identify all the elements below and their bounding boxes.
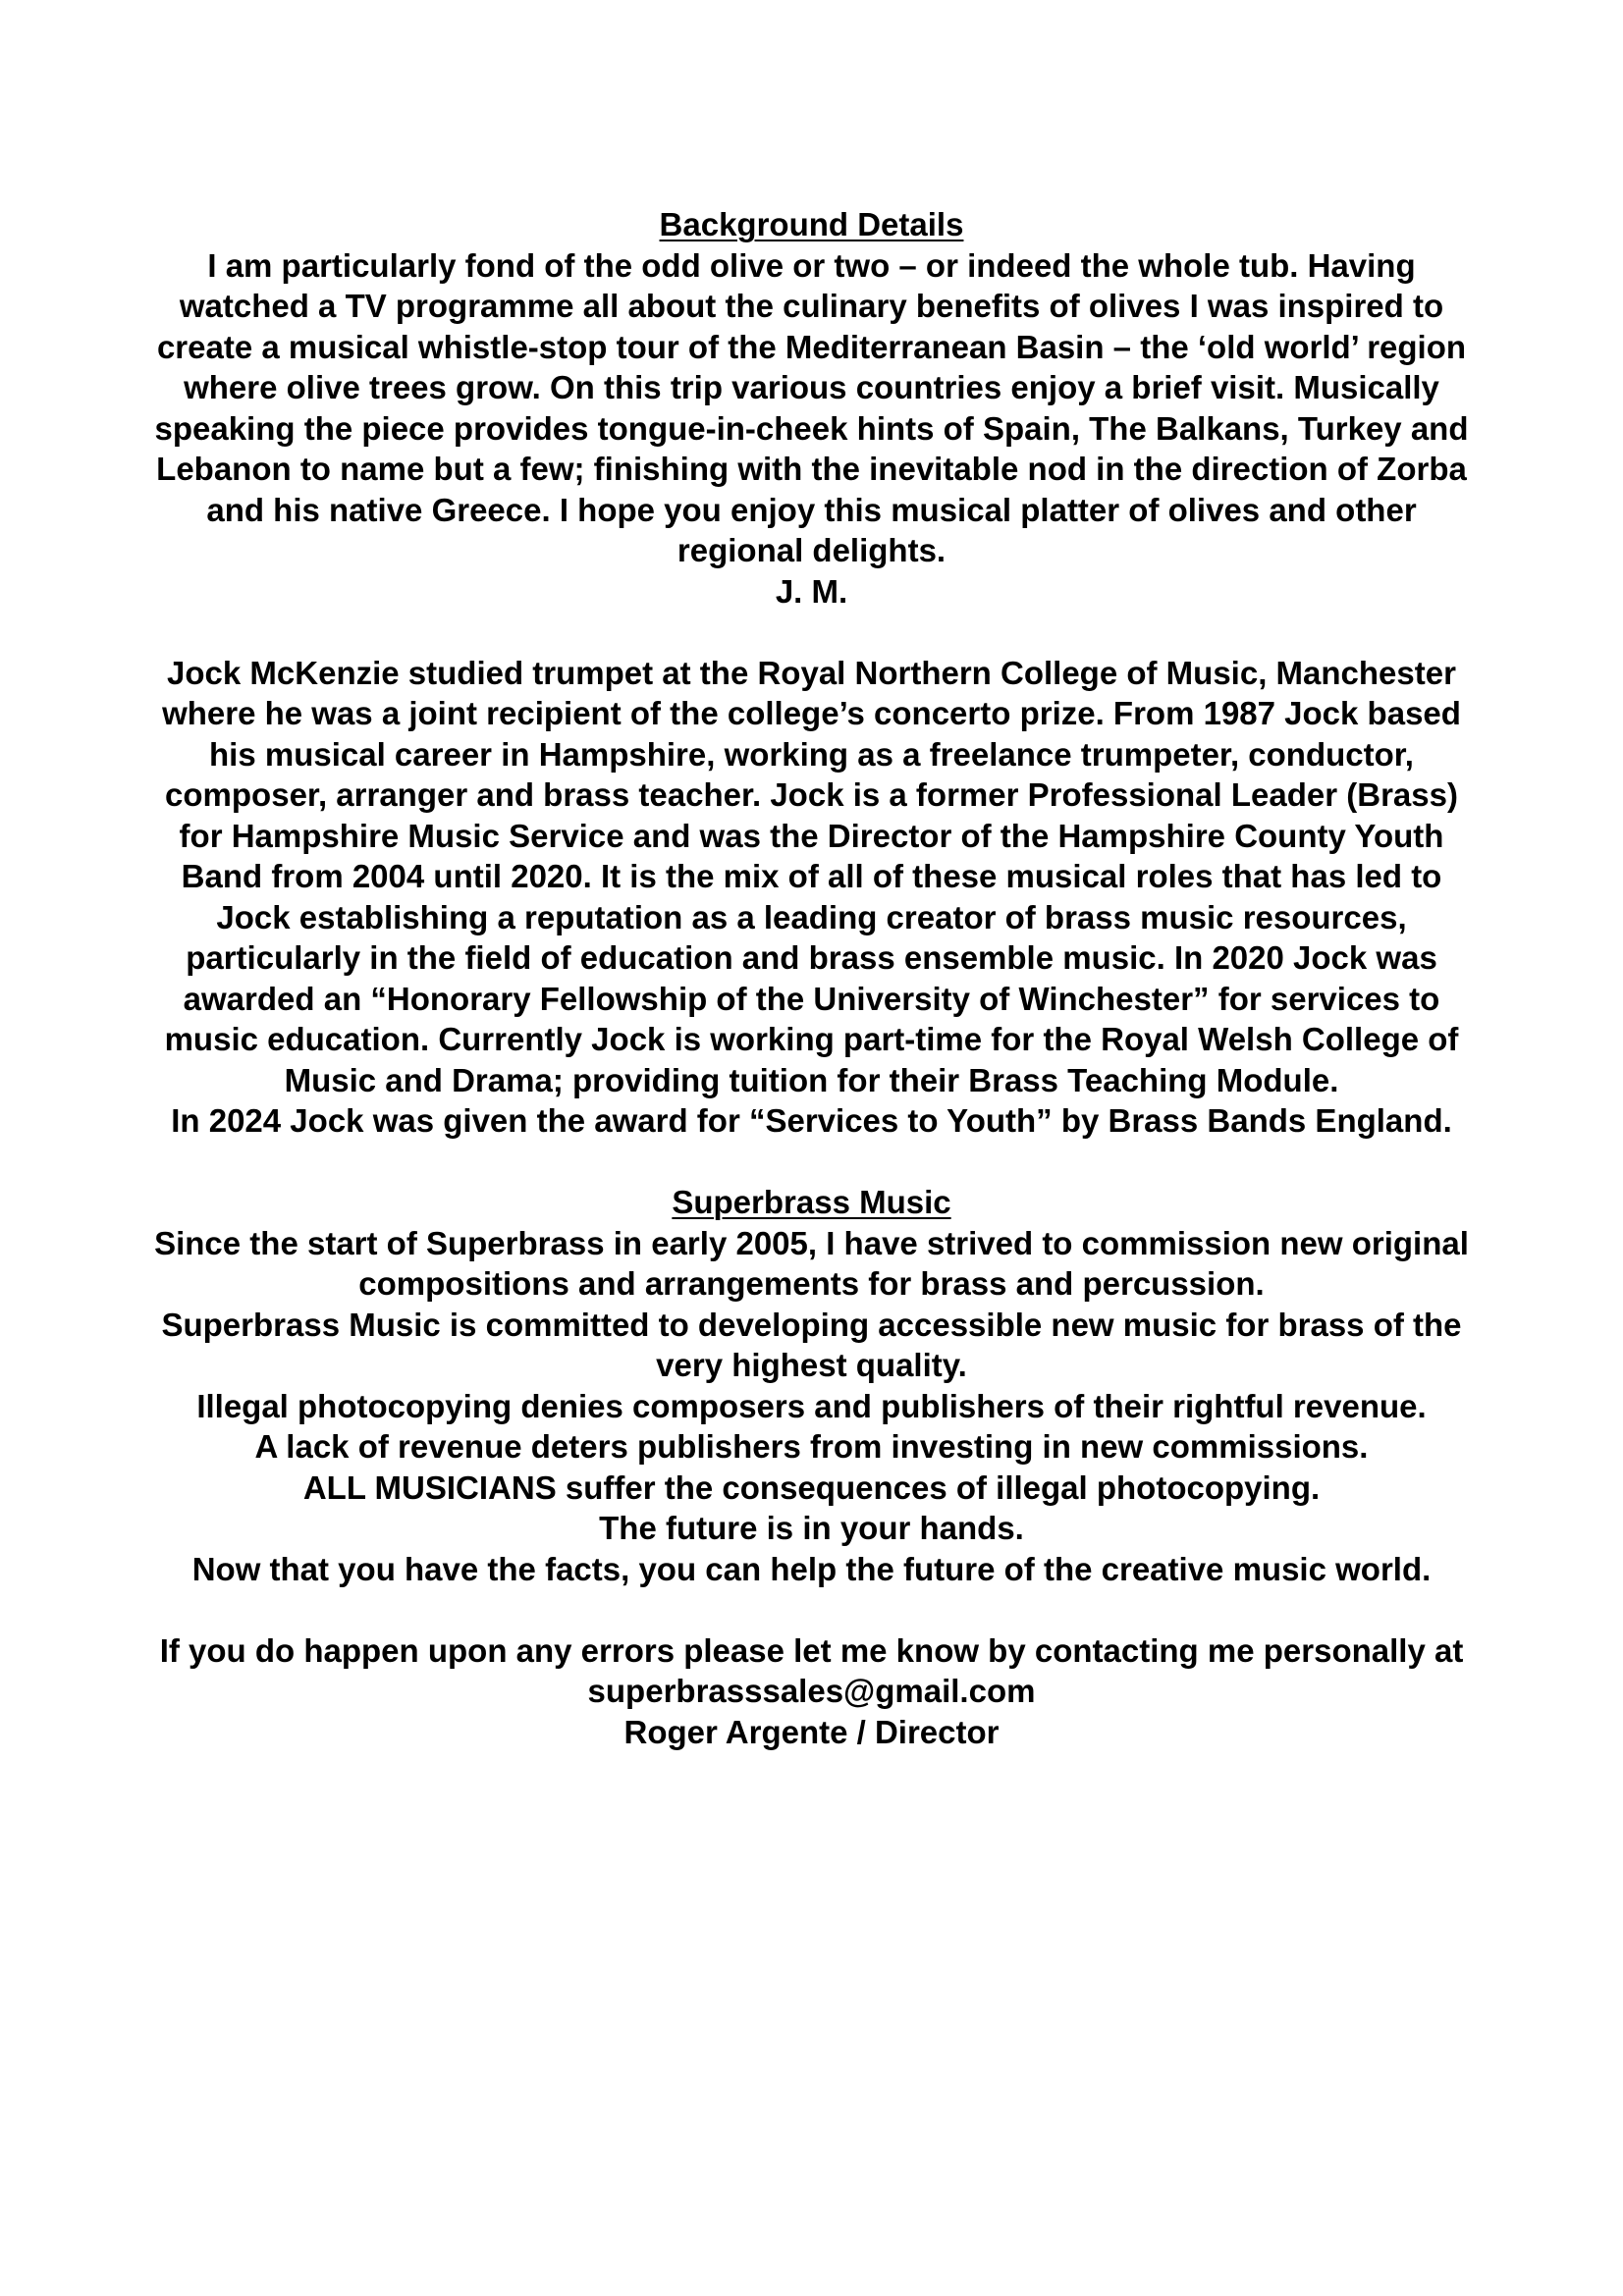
superbrass-line: Now that you have the facts, you can help the future of the creative music world. <box>191 1550 1432 1587</box>
section-spacer <box>147 612 1476 653</box>
contact-text: If you do happen upon any errors please let me know by contacting me personally at superbrasssales@gmail.com <box>159 1631 1464 1709</box>
superbrass-line: A lack of revenue deters publishers from investing in new commissions. <box>254 1428 1369 1465</box>
background-details-heading: Background Details <box>659 206 964 242</box>
biography-award: In 2024 Jock was given the award for “Services to Youth” by Brass Bands England. <box>171 1102 1452 1139</box>
superbrass-line: Since the start of Superbrass in early 2005, I have strived to commission new original compositions and arrangements for brass and percussion. <box>154 1224 1469 1302</box>
section-spacer <box>147 1589 1476 1630</box>
composer-initials: J. M. <box>775 572 848 610</box>
superbrass-line: The future is in your hands. <box>599 1510 1024 1546</box>
section-spacer <box>147 1142 1476 1183</box>
superbrass-music-heading: Superbrass Music <box>672 1184 951 1220</box>
document-page <box>147 204 1476 1752</box>
superbrass-line: Illegal photocopying denies composers and publishers of their rightful revenue. <box>196 1387 1427 1424</box>
background-details-paragraph: I am particularly fond of the odd olive or two – or indeed the whole tub. Having watched a TV programme all about the culinary benefits of olives I was inspired to create a musical whistle-stop tour of the Mediterranean Basin – the ‘old world’ region where olive trees grow. On this trip various countries enjoy a brief visit. Musically speaking the piece provides tongue-in-cheek hints of Spain, The Balkans, Turkey and Lebanon to name but a few; finishing with the inevitable nod in the direction of Zorba and his native Greece. I hope you enjoy this musical platter of olives and other regional delights. <box>154 246 1469 568</box>
superbrass-line: Superbrass Music is committed to developing accessible new music for brass of the very highest quality. <box>161 1306 1462 1383</box>
biography-paragraph: Jock McKenzie studied trumpet at the Royal Northern College of Music, Manchester where he was a joint recipient of the college’s concerto prize. From 1987 Jock based his musical career in Hampshire, working as a freelance trumpeter, conductor, composer, arranger and brass teacher. Jock is a former Professional Leader (Brass) for Hampshire Music Service and was the Director of the Hampshire County Youth Band from 2004 until 2020. It is the mix of all of these musical roles that has led to Jock establishing a reputation as a leading creator of brass music resources, particularly in the field of education and brass ensemble music. In 2020 Jock was awarded an “Honorary Fellowship of the University of Winchester” for services to music education. Currently Jock is working part-time for the Royal Welsh College of Music and Drama; providing tuition for their Brass Teaching Module. <box>162 654 1461 1098</box>
signature: Roger Argente / Director <box>623 1713 1000 1750</box>
superbrass-line: ALL MUSICIANS suffer the consequences of illegal photocopying. <box>302 1468 1321 1506</box>
